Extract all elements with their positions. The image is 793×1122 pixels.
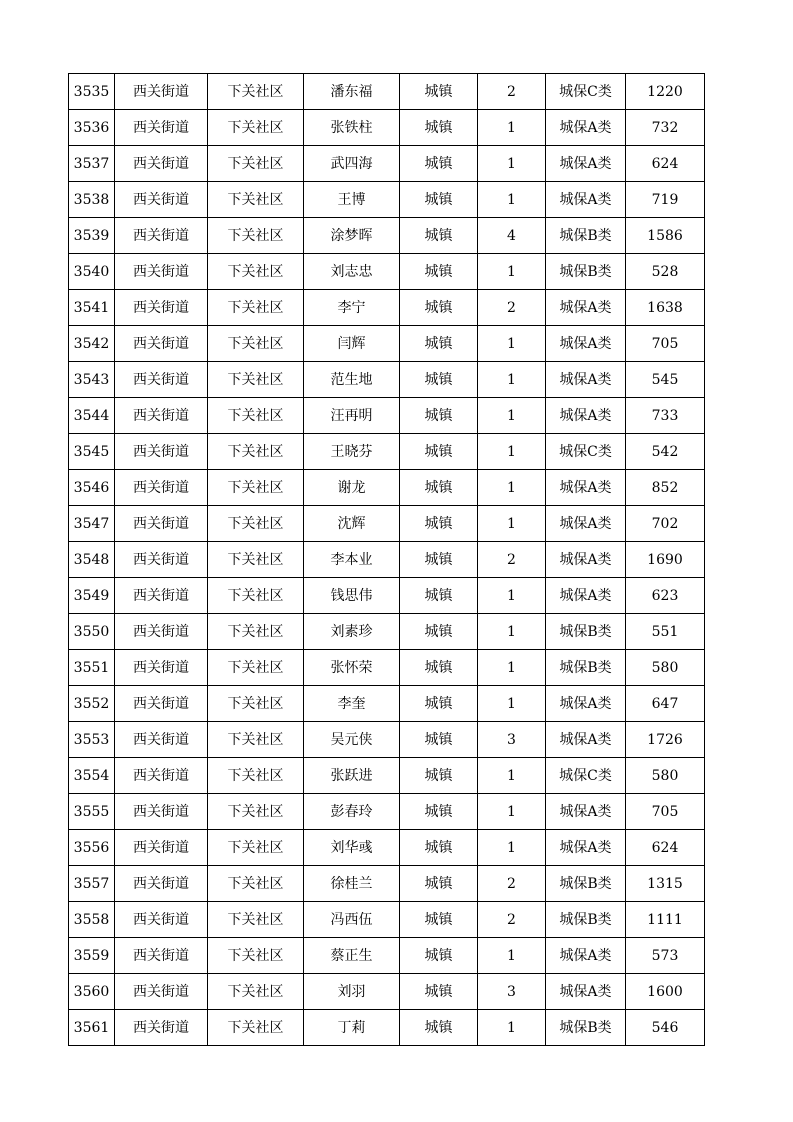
table-row [69, 542, 705, 578]
cell-amount: 546 [626, 1010, 705, 1046]
cell-area-type: 城镇 [400, 686, 478, 722]
cell-category: 城保A类 [546, 362, 626, 398]
cell-community: 下关社区 [208, 866, 304, 902]
cell-street: 西关街道 [115, 830, 208, 866]
cell-number: 3552 [69, 686, 115, 722]
cell-area-type: 城镇 [400, 542, 478, 578]
cell-amount: 647 [626, 686, 705, 722]
table-row [69, 470, 705, 506]
cell-amount: 551 [626, 614, 705, 650]
cell-name: 刘羽 [304, 974, 400, 1010]
cell-street: 西关街道 [115, 326, 208, 362]
cell-area-type: 城镇 [400, 974, 478, 1010]
cell-community: 下关社区 [208, 398, 304, 434]
cell-amount: 528 [626, 254, 705, 290]
cell-category: 城保A类 [546, 398, 626, 434]
cell-amount: 732 [626, 110, 705, 146]
cell-community: 下关社区 [208, 254, 304, 290]
table-row [69, 794, 705, 830]
cell-amount: 705 [626, 794, 705, 830]
cell-street: 西关街道 [115, 398, 208, 434]
cell-household-size: 3 [478, 974, 546, 1010]
cell-category: 城保C类 [546, 434, 626, 470]
cell-area-type: 城镇 [400, 650, 478, 686]
cell-number: 3539 [69, 218, 115, 254]
cell-number: 3554 [69, 758, 115, 794]
cell-name: 冯西伍 [304, 902, 400, 938]
cell-area-type: 城镇 [400, 290, 478, 326]
cell-street: 西关街道 [115, 650, 208, 686]
cell-community: 下关社区 [208, 758, 304, 794]
cell-community: 下关社区 [208, 326, 304, 362]
cell-amount: 1690 [626, 542, 705, 578]
cell-amount: 580 [626, 650, 705, 686]
cell-community: 下关社区 [208, 1010, 304, 1046]
cell-name: 蔡正生 [304, 938, 400, 974]
cell-community: 下关社区 [208, 830, 304, 866]
cell-community: 下关社区 [208, 974, 304, 1010]
cell-name: 谢龙 [304, 470, 400, 506]
cell-category: 城保A类 [546, 146, 626, 182]
cell-name: 丁莉 [304, 1010, 400, 1046]
cell-amount: 705 [626, 326, 705, 362]
cell-category: 城保A类 [546, 974, 626, 1010]
cell-name: 刘志忠 [304, 254, 400, 290]
cell-amount: 1111 [626, 902, 705, 938]
cell-area-type: 城镇 [400, 758, 478, 794]
cell-amount: 719 [626, 182, 705, 218]
cell-amount: 623 [626, 578, 705, 614]
cell-area-type: 城镇 [400, 434, 478, 470]
cell-amount: 1315 [626, 866, 705, 902]
cell-household-size: 1 [478, 614, 546, 650]
cell-category: 城保A类 [546, 794, 626, 830]
cell-area-type: 城镇 [400, 506, 478, 542]
cell-community: 下关社区 [208, 434, 304, 470]
cell-community: 下关社区 [208, 794, 304, 830]
cell-street: 西关街道 [115, 542, 208, 578]
cell-household-size: 1 [478, 182, 546, 218]
cell-community: 下关社区 [208, 182, 304, 218]
cell-community: 下关社区 [208, 614, 304, 650]
cell-area-type: 城镇 [400, 362, 478, 398]
cell-number: 3556 [69, 830, 115, 866]
cell-amount: 624 [626, 830, 705, 866]
cell-household-size: 2 [478, 74, 546, 110]
cell-area-type: 城镇 [400, 830, 478, 866]
cell-street: 西关街道 [115, 182, 208, 218]
cell-street: 西关街道 [115, 686, 208, 722]
table-row [69, 758, 705, 794]
cell-community: 下关社区 [208, 506, 304, 542]
table-row [69, 74, 705, 110]
cell-area-type: 城镇 [400, 326, 478, 362]
cell-community: 下关社区 [208, 146, 304, 182]
cell-category: 城保A类 [546, 542, 626, 578]
cell-name: 刘华彧 [304, 830, 400, 866]
cell-community: 下关社区 [208, 578, 304, 614]
cell-household-size: 1 [478, 110, 546, 146]
cell-name: 李宁 [304, 290, 400, 326]
cell-category: 城保A类 [546, 686, 626, 722]
cell-street: 西关街道 [115, 146, 208, 182]
cell-name: 武四海 [304, 146, 400, 182]
cell-name: 钱思伟 [304, 578, 400, 614]
cell-street: 西关街道 [115, 902, 208, 938]
cell-category: 城保A类 [546, 290, 626, 326]
cell-community: 下关社区 [208, 110, 304, 146]
table-row [69, 650, 705, 686]
cell-category: 城保B类 [546, 866, 626, 902]
cell-household-size: 1 [478, 830, 546, 866]
cell-number: 3550 [69, 614, 115, 650]
cell-number: 3560 [69, 974, 115, 1010]
cell-household-size: 1 [478, 938, 546, 974]
cell-area-type: 城镇 [400, 470, 478, 506]
cell-household-size: 1 [478, 578, 546, 614]
cell-area-type: 城镇 [400, 902, 478, 938]
cell-name: 张跃进 [304, 758, 400, 794]
cell-area-type: 城镇 [400, 938, 478, 974]
cell-street: 西关街道 [115, 1010, 208, 1046]
cell-community: 下关社区 [208, 290, 304, 326]
cell-name: 范生地 [304, 362, 400, 398]
cell-number: 3555 [69, 794, 115, 830]
table-row [69, 938, 705, 974]
cell-household-size: 2 [478, 866, 546, 902]
table-row [69, 254, 705, 290]
roster-body [69, 74, 705, 1046]
cell-street: 西关街道 [115, 938, 208, 974]
table-row [69, 110, 705, 146]
cell-community: 下关社区 [208, 74, 304, 110]
cell-household-size: 1 [478, 254, 546, 290]
cell-number: 3557 [69, 866, 115, 902]
cell-household-size: 2 [478, 902, 546, 938]
cell-amount: 580 [626, 758, 705, 794]
cell-category: 城保A类 [546, 326, 626, 362]
cell-amount: 542 [626, 434, 705, 470]
table-row [69, 902, 705, 938]
cell-amount: 702 [626, 506, 705, 542]
cell-number: 3537 [69, 146, 115, 182]
cell-street: 西关街道 [115, 362, 208, 398]
cell-category: 城保C类 [546, 758, 626, 794]
cell-category: 城保C类 [546, 74, 626, 110]
cell-category: 城保A类 [546, 938, 626, 974]
cell-household-size: 1 [478, 686, 546, 722]
cell-category: 城保B类 [546, 1010, 626, 1046]
table-row [69, 290, 705, 326]
table-row [69, 506, 705, 542]
cell-category: 城保B类 [546, 254, 626, 290]
cell-street: 西关街道 [115, 578, 208, 614]
cell-amount: 1600 [626, 974, 705, 1010]
cell-household-size: 1 [478, 794, 546, 830]
cell-number: 3549 [69, 578, 115, 614]
cell-number: 3558 [69, 902, 115, 938]
cell-community: 下关社区 [208, 218, 304, 254]
cell-area-type: 城镇 [400, 182, 478, 218]
table-row [69, 362, 705, 398]
cell-street: 西关街道 [115, 866, 208, 902]
cell-category: 城保B类 [546, 218, 626, 254]
cell-area-type: 城镇 [400, 578, 478, 614]
cell-community: 下关社区 [208, 650, 304, 686]
cell-area-type: 城镇 [400, 74, 478, 110]
cell-name: 彭春玲 [304, 794, 400, 830]
cell-number: 3548 [69, 542, 115, 578]
cell-street: 西关街道 [115, 974, 208, 1010]
cell-street: 西关街道 [115, 74, 208, 110]
cell-street: 西关街道 [115, 722, 208, 758]
table-row [69, 1010, 705, 1046]
cell-household-size: 1 [478, 326, 546, 362]
cell-household-size: 1 [478, 650, 546, 686]
cell-category: 城保B类 [546, 902, 626, 938]
cell-community: 下关社区 [208, 362, 304, 398]
cell-name: 潘东福 [304, 74, 400, 110]
cell-amount: 852 [626, 470, 705, 506]
cell-household-size: 1 [478, 1010, 546, 1046]
cell-amount: 573 [626, 938, 705, 974]
cell-street: 西关街道 [115, 794, 208, 830]
cell-number: 3543 [69, 362, 115, 398]
cell-street: 西关街道 [115, 470, 208, 506]
cell-number: 3546 [69, 470, 115, 506]
cell-household-size: 1 [478, 506, 546, 542]
cell-household-size: 1 [478, 470, 546, 506]
cell-category: 城保A类 [546, 110, 626, 146]
table-row [69, 866, 705, 902]
cell-amount: 1638 [626, 290, 705, 326]
cell-household-size: 3 [478, 722, 546, 758]
cell-household-size: 4 [478, 218, 546, 254]
table-row [69, 722, 705, 758]
cell-area-type: 城镇 [400, 794, 478, 830]
cell-name: 汪再明 [304, 398, 400, 434]
cell-number: 3541 [69, 290, 115, 326]
cell-area-type: 城镇 [400, 254, 478, 290]
cell-community: 下关社区 [208, 722, 304, 758]
table-row [69, 146, 705, 182]
cell-amount: 733 [626, 398, 705, 434]
cell-area-type: 城镇 [400, 614, 478, 650]
cell-street: 西关街道 [115, 506, 208, 542]
cell-community: 下关社区 [208, 470, 304, 506]
cell-name: 徐桂兰 [304, 866, 400, 902]
cell-area-type: 城镇 [400, 146, 478, 182]
cell-area-type: 城镇 [400, 722, 478, 758]
cell-street: 西关街道 [115, 218, 208, 254]
cell-number: 3561 [69, 1010, 115, 1046]
cell-community: 下关社区 [208, 938, 304, 974]
table-row [69, 434, 705, 470]
cell-street: 西关街道 [115, 434, 208, 470]
cell-name: 王博 [304, 182, 400, 218]
cell-number: 3538 [69, 182, 115, 218]
cell-street: 西关街道 [115, 758, 208, 794]
cell-name: 刘素珍 [304, 614, 400, 650]
cell-number: 3551 [69, 650, 115, 686]
cell-area-type: 城镇 [400, 398, 478, 434]
cell-name: 王晓芬 [304, 434, 400, 470]
cell-category: 城保B类 [546, 614, 626, 650]
cell-name: 李本业 [304, 542, 400, 578]
cell-number: 3536 [69, 110, 115, 146]
cell-category: 城保A类 [546, 182, 626, 218]
table-row [69, 974, 705, 1010]
cell-street: 西关街道 [115, 614, 208, 650]
cell-amount: 624 [626, 146, 705, 182]
table-row [69, 182, 705, 218]
table-row [69, 686, 705, 722]
cell-number: 3544 [69, 398, 115, 434]
table-row [69, 218, 705, 254]
roster-table [68, 73, 705, 1046]
cell-household-size: 1 [478, 146, 546, 182]
cell-community: 下关社区 [208, 902, 304, 938]
cell-name: 沈辉 [304, 506, 400, 542]
cell-name: 张铁柱 [304, 110, 400, 146]
cell-amount: 545 [626, 362, 705, 398]
table-row [69, 578, 705, 614]
cell-category: 城保A类 [546, 578, 626, 614]
cell-number: 3535 [69, 74, 115, 110]
cell-category: 城保B类 [546, 650, 626, 686]
cell-name: 吴元侠 [304, 722, 400, 758]
cell-number: 3545 [69, 434, 115, 470]
cell-category: 城保A类 [546, 470, 626, 506]
cell-category: 城保A类 [546, 722, 626, 758]
cell-street: 西关街道 [115, 290, 208, 326]
cell-area-type: 城镇 [400, 110, 478, 146]
table-row [69, 830, 705, 866]
cell-area-type: 城镇 [400, 866, 478, 902]
cell-area-type: 城镇 [400, 218, 478, 254]
cell-category: 城保A类 [546, 830, 626, 866]
cell-community: 下关社区 [208, 542, 304, 578]
cell-number: 3540 [69, 254, 115, 290]
table-row [69, 614, 705, 650]
cell-community: 下关社区 [208, 686, 304, 722]
cell-category: 城保A类 [546, 506, 626, 542]
cell-name: 涂梦晖 [304, 218, 400, 254]
cell-street: 西关街道 [115, 254, 208, 290]
table-row [69, 326, 705, 362]
cell-name: 李奎 [304, 686, 400, 722]
cell-number: 3542 [69, 326, 115, 362]
cell-area-type: 城镇 [400, 1010, 478, 1046]
cell-name: 闫辉 [304, 326, 400, 362]
cell-household-size: 1 [478, 758, 546, 794]
cell-name: 张怀荣 [304, 650, 400, 686]
cell-number: 3547 [69, 506, 115, 542]
cell-household-size: 1 [478, 362, 546, 398]
cell-amount: 1726 [626, 722, 705, 758]
cell-street: 西关街道 [115, 110, 208, 146]
cell-household-size: 1 [478, 434, 546, 470]
cell-household-size: 1 [478, 398, 546, 434]
cell-amount: 1220 [626, 74, 705, 110]
cell-household-size: 2 [478, 290, 546, 326]
cell-amount: 1586 [626, 218, 705, 254]
table-row [69, 398, 705, 434]
cell-number: 3559 [69, 938, 115, 974]
cell-household-size: 2 [478, 542, 546, 578]
cell-number: 3553 [69, 722, 115, 758]
